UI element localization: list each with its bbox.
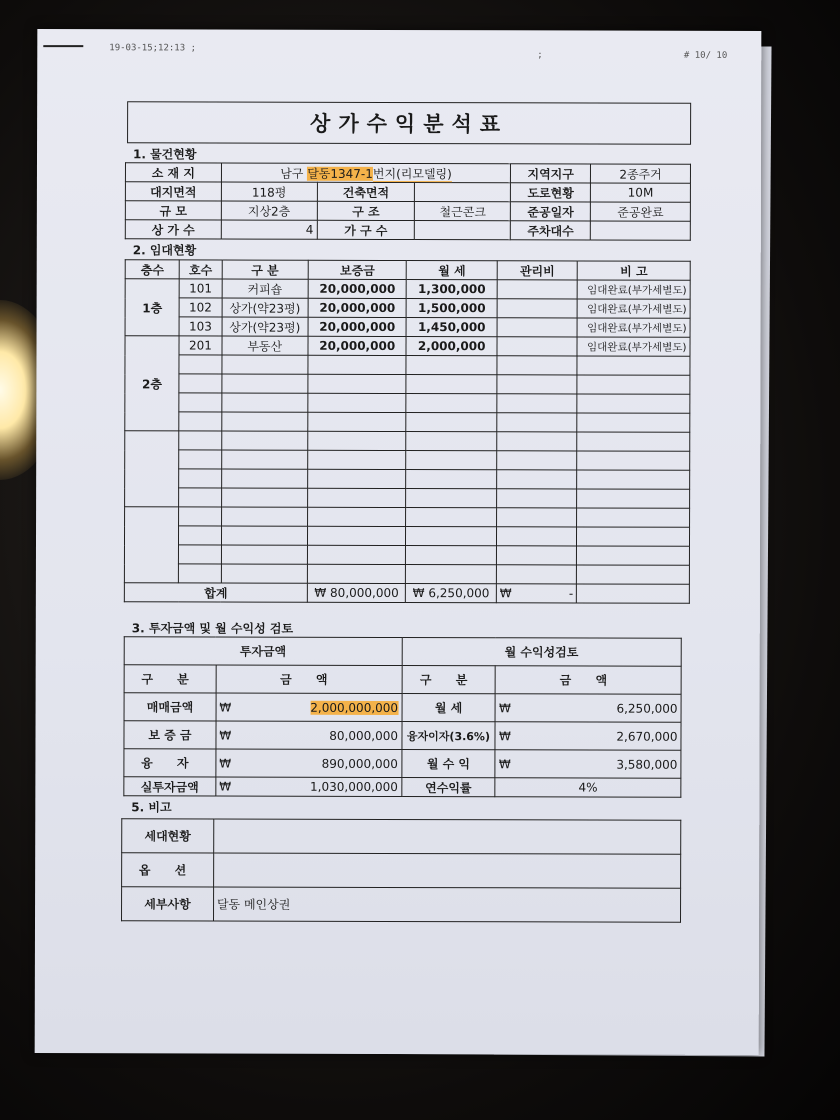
table-row xyxy=(124,749,681,778)
section3-heading: 3. 투자금액 및 월 수익성 검토 xyxy=(131,621,294,636)
rent-cell: 1,300,000 xyxy=(407,280,498,299)
type-cell: 커피숍 xyxy=(222,279,309,298)
building-area-value xyxy=(415,183,511,202)
deposit-value xyxy=(216,721,402,749)
road-value: 10M xyxy=(591,183,691,202)
currency-sign: ₩ xyxy=(499,586,512,601)
deposit-cell: 20,000,000 xyxy=(308,298,407,317)
actual-investment-value xyxy=(216,777,402,796)
completion-value: 준공완료 xyxy=(591,202,691,221)
loan-amount: 890,000,000 xyxy=(321,756,398,771)
location-label: 소 재 지 xyxy=(125,163,221,182)
purchase-price-highlight: 2,000,000,000 xyxy=(310,700,399,715)
annual-yield-label: 연수익률 xyxy=(401,778,495,797)
col-category-left: 구 분 xyxy=(124,665,216,693)
type-cell: 상가(약23평) xyxy=(222,298,309,317)
deposit-amount: 80,000,000 xyxy=(329,728,399,743)
col-unit: 호수 xyxy=(179,260,221,279)
table-row xyxy=(125,317,690,337)
households-value xyxy=(415,221,511,240)
investment-header: 투자금액 xyxy=(124,637,402,666)
table-row xyxy=(122,853,681,888)
household-status-value xyxy=(214,819,681,854)
loan-value xyxy=(216,749,402,777)
households-label: 가 구 수 xyxy=(317,220,415,239)
rent-cell: 1,450,000 xyxy=(407,318,498,337)
note-cell: 임대완료(부가세별도) xyxy=(577,280,690,299)
table-row-empty xyxy=(125,393,690,413)
options-label: 옵 션 xyxy=(122,853,214,887)
actual-investment-amount: 1,030,000,000 xyxy=(310,779,398,795)
stores-label: 상 가 수 xyxy=(125,220,221,239)
table-row-empty xyxy=(124,564,689,584)
note-cell: 임대완료(부가세별도) xyxy=(577,318,690,337)
table-row xyxy=(124,721,681,750)
currency-sign: ₩ xyxy=(219,779,232,794)
total-rent: ₩ 6,250,000 xyxy=(406,584,497,603)
col-category-right: 구 분 xyxy=(402,666,496,694)
floor2-label: 2층 xyxy=(125,336,180,431)
col-floor: 층수 xyxy=(125,260,179,279)
total-row xyxy=(124,583,689,603)
table-row xyxy=(125,336,690,356)
loan-interest-value xyxy=(495,722,681,750)
section5-heading: 5. 비고 xyxy=(131,800,172,815)
location-highlight: 달동1347-1 xyxy=(307,166,373,181)
table-row-empty xyxy=(125,469,690,489)
table-row-empty xyxy=(124,526,689,546)
col-deposit: 보증금 xyxy=(308,260,407,279)
unit-cell: 101 xyxy=(179,279,221,298)
details-value: 달동 메인상권 xyxy=(213,887,680,922)
table-row-empty xyxy=(125,450,690,470)
total-fee xyxy=(496,584,576,603)
col-amount-left: 금 액 xyxy=(216,665,402,693)
parking-value xyxy=(590,221,690,240)
loan-interest-label: 융자이자(3.6%) xyxy=(401,722,495,750)
monthly-profit-value xyxy=(495,750,681,778)
total-fee-value: - xyxy=(568,586,574,601)
monthly-header: 월 수익성검토 xyxy=(402,638,682,667)
monthly-rent-amount: 6,250,000 xyxy=(616,701,678,716)
investment-table xyxy=(123,636,681,797)
fee-cell xyxy=(497,318,577,337)
table-row xyxy=(122,819,681,854)
col-type: 구 분 xyxy=(222,260,309,279)
currency-sign: ₩ xyxy=(498,756,511,771)
col-fee: 관리비 xyxy=(497,261,577,280)
fax-timestamp: 19-03-15;12:13 ; xyxy=(109,43,197,54)
household-status-label: 세대현황 xyxy=(122,819,214,853)
monthly-profit-amount: 3,580,000 xyxy=(616,757,678,772)
unit-cell: 103 xyxy=(179,317,221,336)
section2-heading: 2. 임대현황 xyxy=(132,243,197,258)
rent-cell: 1,500,000 xyxy=(407,299,498,318)
purchase-price-label: 매매금액 xyxy=(124,693,216,721)
structure-label: 구 조 xyxy=(317,201,415,220)
table-row-empty xyxy=(125,355,690,375)
floor1-label: 1층 xyxy=(125,279,179,336)
currency-sign: ₩ xyxy=(499,700,511,715)
col-rent: 월 세 xyxy=(407,261,498,280)
zone-label: 지역지구 xyxy=(511,164,591,183)
table-row-empty xyxy=(125,488,690,508)
type-cell: 부동산 xyxy=(221,336,308,355)
fax-separator: ; xyxy=(537,50,543,61)
table-row-empty xyxy=(125,412,690,432)
monthly-rent-label: 월 세 xyxy=(402,694,496,722)
currency-sign: ₩ xyxy=(219,756,232,771)
table-row xyxy=(124,693,681,722)
rent-cell: 2,000,000 xyxy=(406,337,497,356)
fee-cell xyxy=(497,280,577,299)
location-prefix: 남구 xyxy=(280,166,308,181)
purchase-price-value xyxy=(216,693,402,721)
document-title: 상가수익분석표 xyxy=(127,101,691,144)
zone-value: 2종주거 xyxy=(591,164,691,183)
note-cell: 임대완료(부가세별도) xyxy=(577,337,690,356)
currency-sign: ₩ xyxy=(498,728,511,743)
table-row-empty xyxy=(125,507,690,527)
purchase-price-amount xyxy=(310,700,398,714)
table-row-empty xyxy=(125,431,690,451)
deposit-cell: 20,000,000 xyxy=(308,317,407,336)
type-cell: 상가(약23평) xyxy=(222,317,309,336)
table-row xyxy=(125,279,690,299)
table-row xyxy=(122,887,681,922)
note-cell: 임대완료(부가세별도) xyxy=(577,299,690,318)
col-amount-right: 금 액 xyxy=(496,666,682,694)
lease-table xyxy=(124,259,691,603)
scale-label: 규 모 xyxy=(125,201,221,220)
deposit-cell: 20,000,000 xyxy=(308,279,407,298)
location-value xyxy=(221,163,511,183)
parking-label: 주차대수 xyxy=(511,221,591,240)
completion-label: 준공일자 xyxy=(511,202,591,221)
currency-sign: ₩ xyxy=(219,700,232,715)
section1-heading: 1. 물건현황 xyxy=(132,147,197,162)
table-row xyxy=(124,777,681,797)
total-label: 합계 xyxy=(124,583,307,602)
deposit-cell: 20,000,000 xyxy=(308,336,407,355)
document-page xyxy=(35,29,762,1055)
fax-header xyxy=(37,43,761,59)
fee-cell xyxy=(497,337,577,356)
currency-sign: ₩ xyxy=(219,728,232,743)
fee-cell xyxy=(497,299,577,318)
actual-investment-label: 실투자금액 xyxy=(124,777,216,796)
land-area-label: 대지면적 xyxy=(125,182,221,201)
loan-interest-amount: 2,670,000 xyxy=(616,729,678,744)
table-row-empty xyxy=(124,545,689,565)
property-table xyxy=(125,162,691,240)
scale-value: 지상2층 xyxy=(221,201,317,220)
monthly-rent-value xyxy=(495,694,681,722)
options-value xyxy=(214,853,681,888)
table-row-empty xyxy=(125,374,690,394)
stores-value: 4 xyxy=(221,220,317,239)
building-area-label: 건축면적 xyxy=(317,182,415,201)
table-row xyxy=(125,298,690,318)
deposit-label: 보 증 금 xyxy=(124,721,216,749)
col-note: 비 고 xyxy=(578,261,691,280)
fax-mark xyxy=(43,45,83,47)
remarks-table xyxy=(121,818,681,922)
road-label: 도로현황 xyxy=(511,183,591,202)
monthly-profit-label: 월 수 익 xyxy=(401,750,495,778)
details-label: 세부사항 xyxy=(122,887,214,921)
total-deposit: ₩ 80,000,000 xyxy=(307,583,406,602)
unit-cell: 201 xyxy=(179,336,221,355)
total-note xyxy=(577,584,690,603)
land-area-value: 118평 xyxy=(221,182,317,201)
location-suffix: 번지(리모델링) xyxy=(373,166,452,182)
annual-yield-value: 4% xyxy=(495,778,681,797)
loan-label: 융 자 xyxy=(124,749,216,777)
structure-value: 철근콘크 xyxy=(415,202,511,221)
unit-cell: 102 xyxy=(179,298,221,317)
fax-page-number: # 10/ 10 xyxy=(683,50,728,61)
